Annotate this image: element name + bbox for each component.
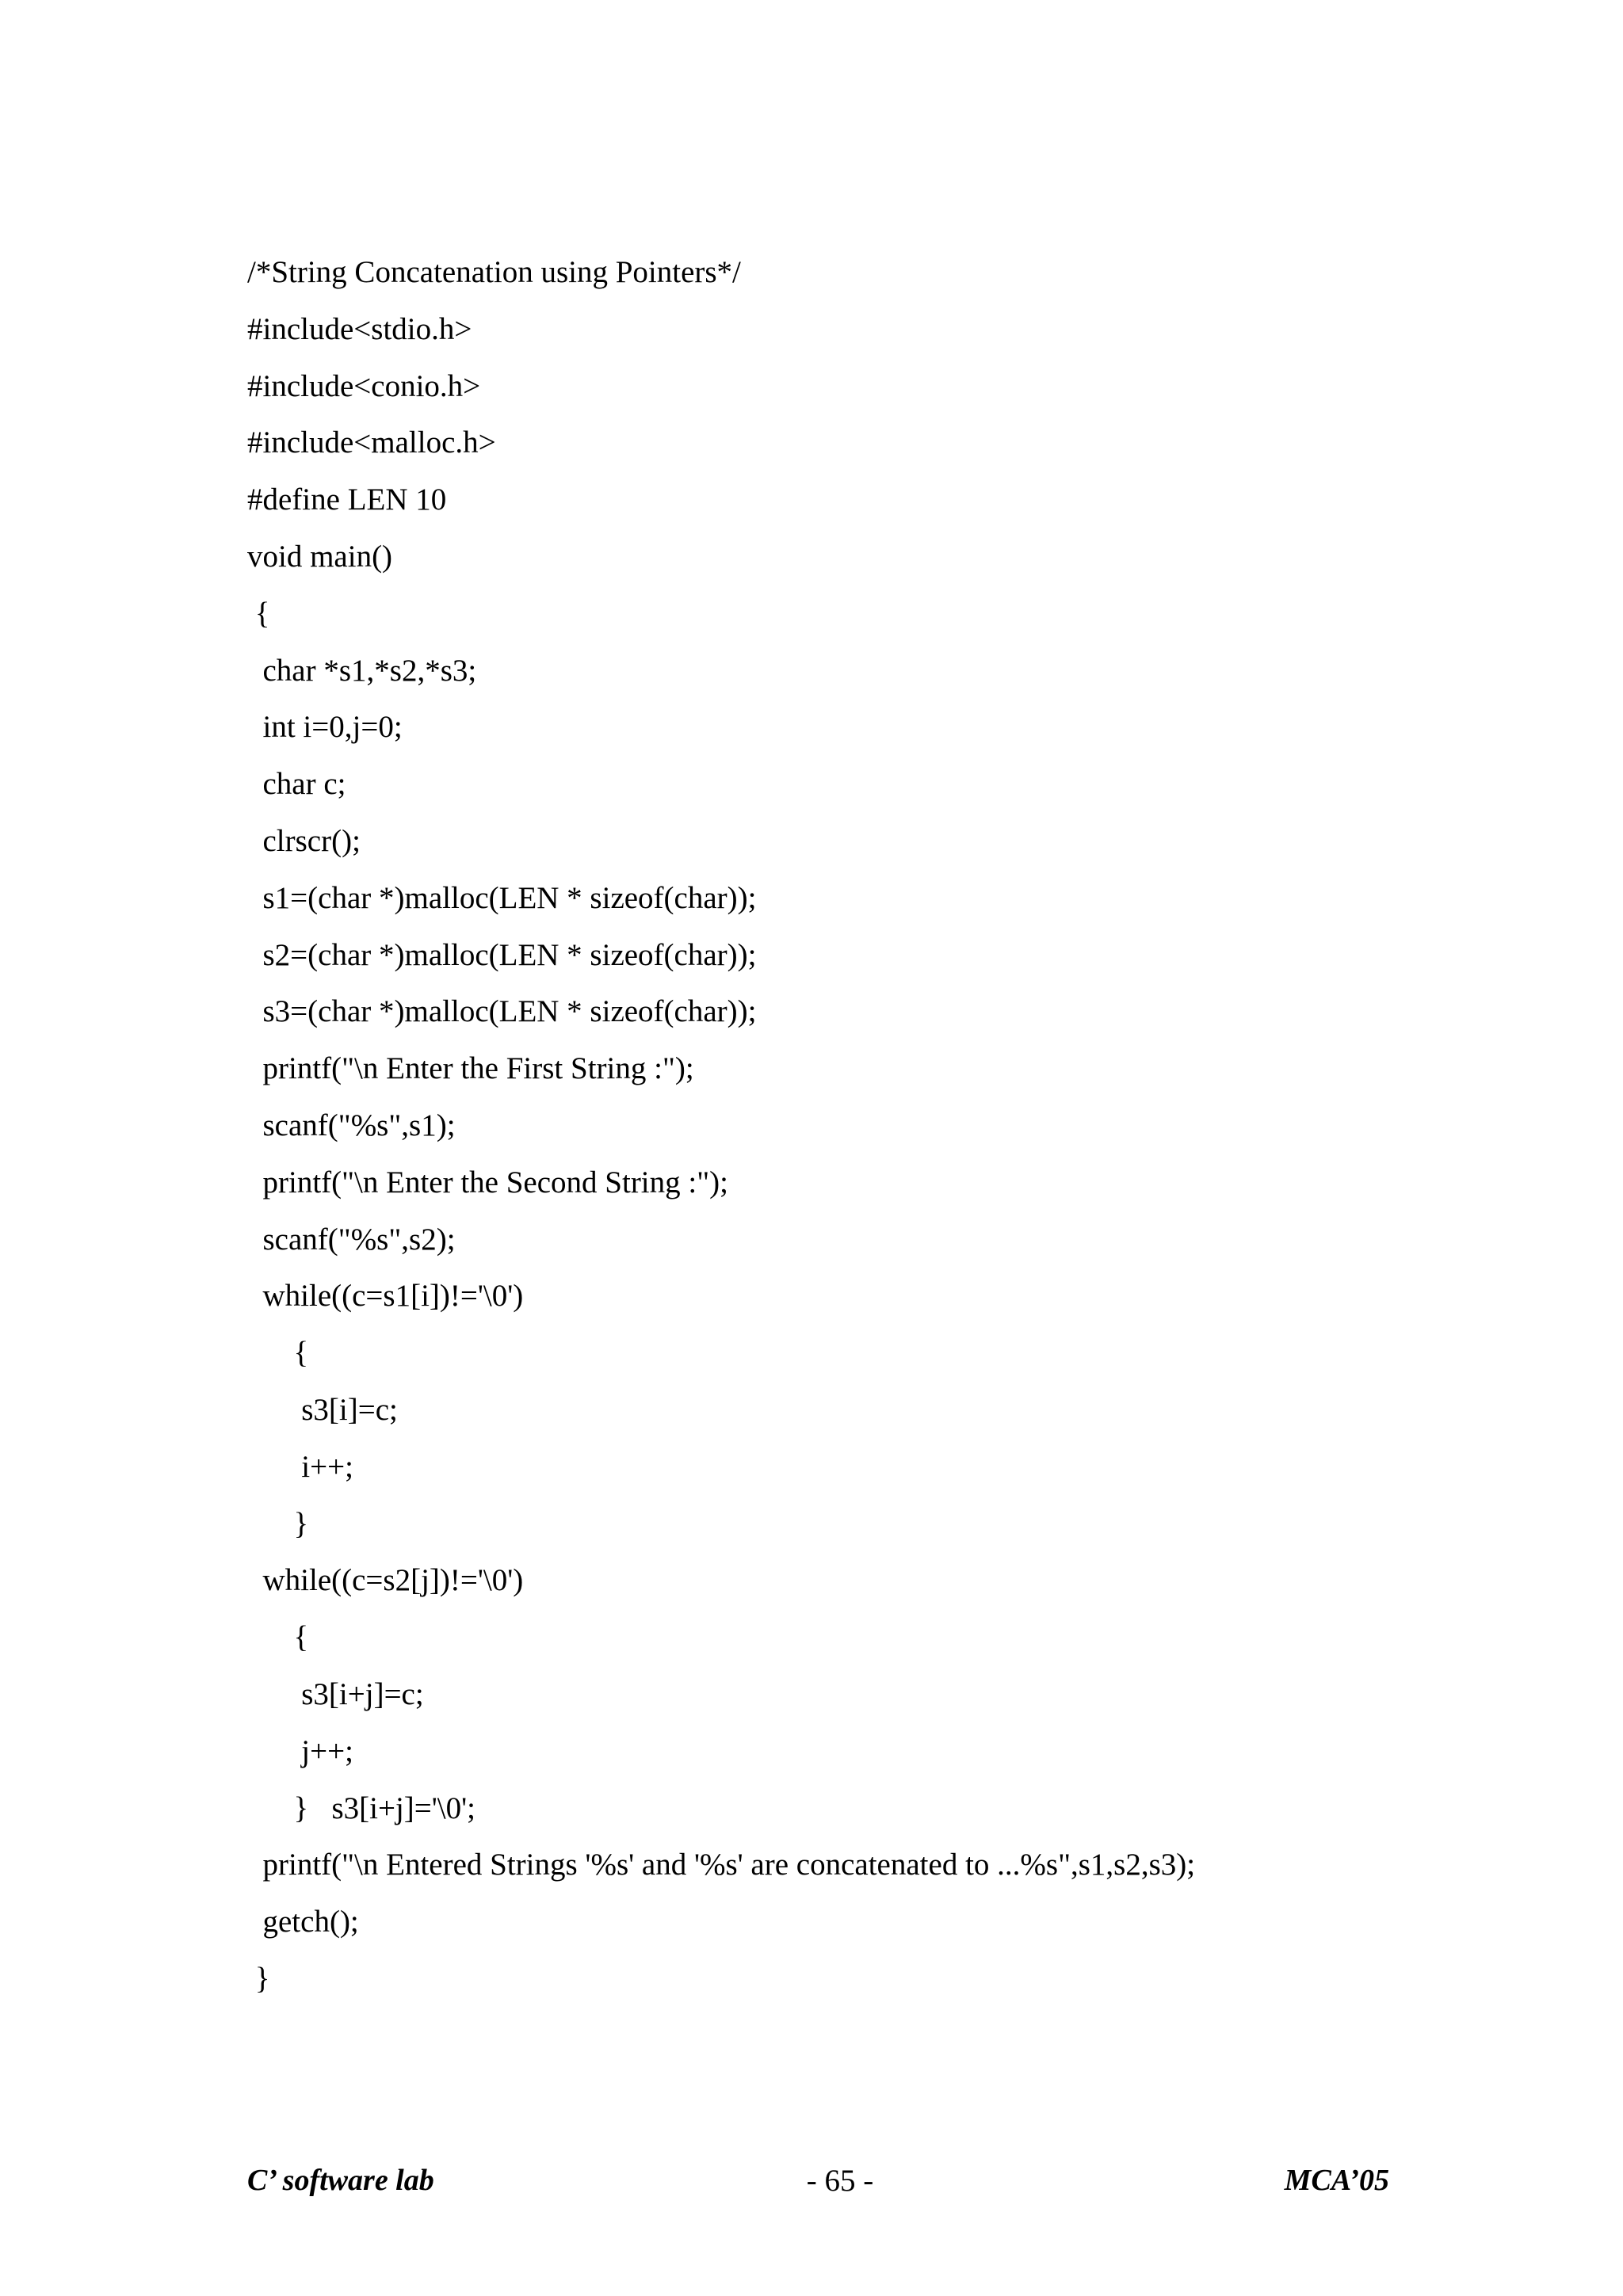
code-line: printf("\n Enter the First String :");	[247, 1051, 694, 1086]
code-line: {	[247, 1620, 309, 1655]
code-line: scanf("%s",s2);	[247, 1222, 456, 1257]
footer-page-number: - 65 -	[806, 2164, 874, 2198]
code-line: }	[247, 1961, 270, 1996]
code-line: s3[i+j]=c;	[247, 1676, 424, 1711]
code-line: char *s1,*s2,*s3;	[247, 653, 477, 688]
code-line: s1=(char *)malloc(LEN * sizeof(char));	[247, 880, 757, 915]
code-line: s3=(char *)malloc(LEN * sizeof(char));	[247, 994, 757, 1029]
code-line: /*String Concatenation using Pointers*/	[247, 255, 741, 289]
code-line: while((c=s1[i])!='\0')	[247, 1279, 524, 1314]
code-line: printf("\n Enter the Second String :");	[247, 1165, 728, 1199]
code-line: {	[247, 1336, 309, 1371]
code-line: scanf("%s",s1);	[247, 1108, 456, 1142]
code-line: } s3[i+j]='\0';	[247, 1791, 476, 1825]
code-line: getch();	[247, 1905, 359, 1939]
code-line: clrscr();	[247, 823, 361, 858]
code-line: i++;	[247, 1449, 353, 1484]
code-line: #include<malloc.h>	[247, 425, 496, 460]
code-line: void main()	[247, 539, 393, 574]
code-line: char c;	[247, 767, 346, 802]
footer-course-title: C’ software lab	[247, 2164, 434, 2197]
code-line: int i=0,j=0;	[247, 710, 403, 745]
code-line: #define LEN 10	[247, 482, 447, 517]
code-line: j++;	[247, 1733, 353, 1768]
code-line: printf("\n Entered Strings '%s' and '%s' are concatenated to ...%s",s1,s2,s3);	[247, 1848, 1196, 1882]
code-line: while((c=s2[j])!='\0')	[247, 1563, 524, 1598]
code-line: s2=(char *)malloc(LEN * sizeof(char));	[247, 937, 757, 972]
code-listing	[247, 244, 1195, 2008]
code-line: }	[247, 1506, 309, 1541]
code-line: s3[i]=c;	[247, 1392, 398, 1427]
code-line: {	[247, 596, 270, 631]
code-line: #include<conio.h>	[247, 368, 481, 403]
footer-batch-label: MCA’05	[1284, 2164, 1389, 2197]
code-line: #include<stdio.h>	[247, 311, 472, 346]
